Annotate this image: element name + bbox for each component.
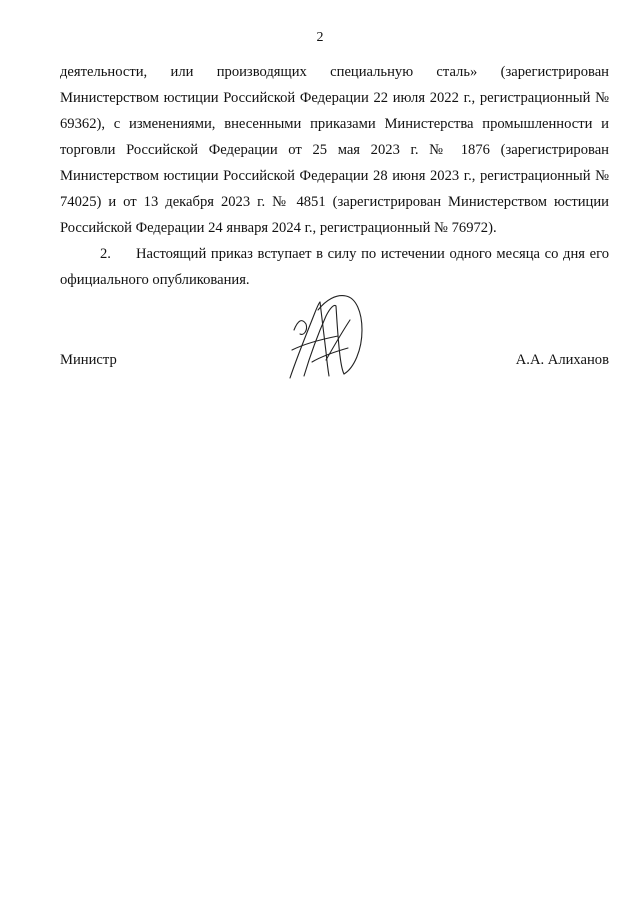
item-2-paragraph [60, 241, 609, 293]
item-2-number: 2. [100, 246, 111, 262]
paragraph-continuation: деятельности, или производящих специальную сталь» (зарегистрирован Министерством юстиции Российской Федерации 22 июля 2022 г., регистрационный № 69362), с изменениями, внесенными приказами Министерства промышленности и торговли Российской Федерации от 25 мая 2023 г. № 1876 (зарегистрирован Министерством юстиции Российской Федерации 28 июня 2023 г., регистрационный № 74025) и от 13 декабря 2023 г. № 4851 (зарегистрирован Министерством юстиции Российской Федерации 24 января 2024 г., регистрационный № 76972). [60, 64, 609, 236]
minister-label: Министр [60, 352, 117, 368]
handwritten-signature [282, 290, 372, 385]
document-body [60, 59, 609, 293]
page-number: 2 [316, 30, 324, 45]
item-2-text: Настоящий приказ вступает в силу по истечении одного месяца со дня его официального опубликования. [60, 246, 609, 288]
minister-name: А.А. Алиханов [515, 352, 609, 368]
signature-block [60, 290, 609, 390]
